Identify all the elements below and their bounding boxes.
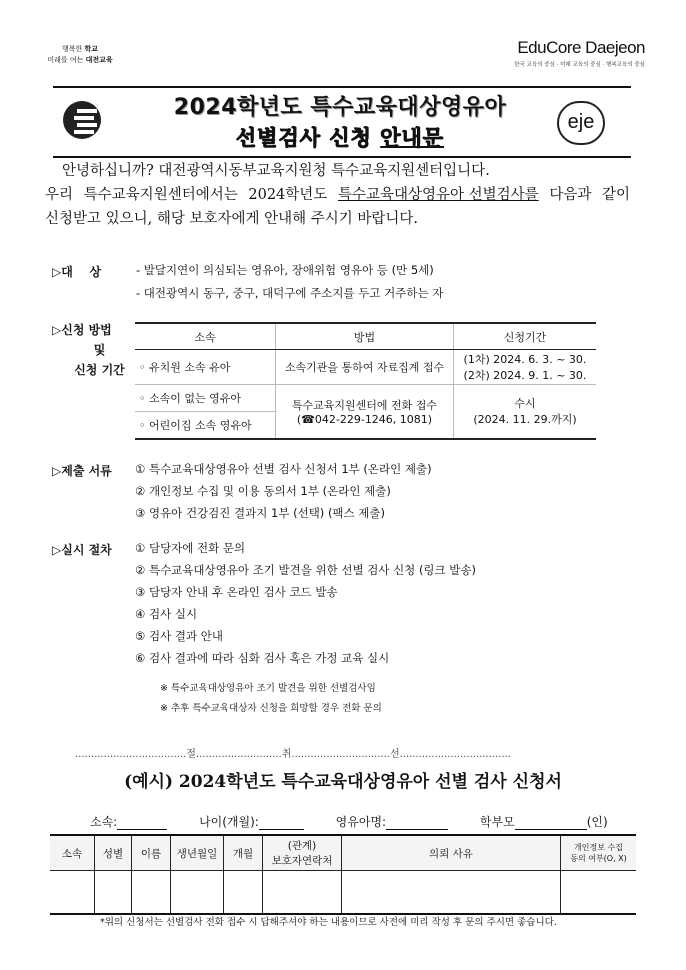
title-line-2-b: 안내문: [380, 126, 445, 150]
title-line-2: [150, 122, 530, 152]
age-field-label: 나이(개월):: [199, 815, 259, 829]
documents-label: ▷제출 서류: [52, 464, 112, 478]
period-text: (1차) 2024. 6. 3. ~ 30.: [463, 353, 587, 366]
eje-logo-icon: eje: [557, 101, 605, 145]
footer-note: *위의 신청서는 선별검사 전화 접수 시 답해주셔야 하는 내용이므로 사전에 미리 작성 후 문의 주시면 좋습니다.: [100, 917, 557, 928]
intro-word-underlined: 특수교육대상영유아 선별검사를: [337, 187, 539, 203]
period-cell: [454, 385, 597, 439]
intro-word: 특수교육지원센터에서는: [83, 187, 238, 203]
affiliation-cell: ◦ 어린이집 소속 영유아: [135, 412, 276, 439]
procedure-step: ⑥ 검사 결과에 따라 심화 검사 혹은 가정 교육 실시: [135, 651, 390, 665]
procedure-step: ④ 검사 실시: [135, 607, 198, 621]
procedure-step: ⑤ 검사 결과 안내: [135, 629, 223, 643]
form-fields: [90, 813, 635, 830]
child-name-field[interactable]: [386, 817, 448, 830]
form-title: (예시) 2024학년도 특수교육대상영유아 선별 검사 신청서: [124, 772, 562, 792]
method-cell: [276, 385, 454, 439]
logo-text: 미래를 여는: [47, 56, 84, 64]
intro-word: 같이: [601, 187, 630, 203]
logo-text: 행복한: [61, 45, 83, 53]
table-row: [135, 385, 596, 412]
document-item: ① 특수교육대상영유아 선별 검사 신청서 1부 (온라인 제출): [135, 462, 432, 476]
target-item: - 대전광역시 동구, 중구, 대덕구에 주소지를 두고 거주하는 자: [136, 286, 444, 300]
affiliation-field[interactable]: [117, 817, 167, 830]
school-logo: [30, 44, 130, 66]
apply-label-line: 신청 기간: [74, 363, 125, 377]
procedure-step: ① 담당자에 전화 문의: [135, 541, 246, 555]
intro-line-1: 안녕하십니까? 대전광역시동부교육지원청 특수교육지원센터입니다.: [62, 163, 490, 179]
affiliation-cell: ◦ 소속이 없는 영유아: [135, 385, 276, 412]
header-method: 방법: [276, 323, 454, 350]
apply-label-line: 및: [93, 343, 106, 357]
period-text: 수시: [514, 397, 536, 411]
form-cell[interactable]: [224, 871, 263, 915]
header-referral-reason: 의뢰 사유: [342, 835, 561, 871]
table-header-row: [135, 323, 596, 350]
logo-text: 학교: [84, 45, 99, 53]
affiliation-cell: ◦ 유치원 소속 유아: [135, 350, 276, 385]
period-text: (2차) 2024. 9. 1. ~ 30.: [463, 369, 587, 382]
emblem-icon: [63, 101, 101, 139]
table-row: [50, 871, 636, 915]
table-row: [135, 350, 596, 385]
child-name-field-label: 영유아명:: [335, 815, 387, 829]
table-header-row: [50, 835, 636, 871]
affiliation-field-label: 소속:: [90, 815, 118, 829]
header-months: 개월: [224, 835, 263, 871]
target-label: ▷대 상: [52, 265, 102, 279]
form-cell[interactable]: [263, 871, 342, 915]
application-form-table: [50, 834, 636, 915]
intro-line-3: 신청받고 있으니, 해당 보호자에게 안내해 주시기 바랍니다.: [45, 211, 419, 227]
cut-line: ...................................절...........................취...............................선...................................: [75, 749, 511, 760]
period-cell: [454, 350, 597, 385]
form-cell[interactable]: [95, 871, 132, 915]
header-privacy-2: 동의 여부(O, X): [570, 854, 627, 863]
period-text: (2024. 11. 29.까지): [473, 413, 577, 427]
intro-word: 2024학년도: [248, 187, 328, 203]
intro-line-2: [45, 184, 630, 207]
header-guardian-contact: [263, 835, 342, 871]
header-gender: 성별: [95, 835, 132, 871]
header-birthdate: 생년월일: [171, 835, 224, 871]
document-item: ② 개인정보 수집 및 이용 동의서 1부 (온라인 제출): [135, 484, 391, 498]
form-cell[interactable]: [171, 871, 224, 915]
form-cell[interactable]: [132, 871, 171, 915]
header-privacy-1: 개인정보 수집: [574, 843, 623, 852]
header-contact: 보호자연락처: [271, 855, 333, 867]
form-cell[interactable]: [342, 871, 561, 915]
header-period: 신청기간: [454, 323, 597, 350]
form-cell[interactable]: [50, 871, 95, 915]
method-text: 특수교육지원센터에 전화 접수: [291, 398, 438, 412]
header-privacy-consent: [561, 835, 637, 871]
procedure-note: ※ 추후 특수교육대상자 신청을 희망할 경우 전화 문의: [160, 703, 382, 714]
procedure-step: ③ 담당자 안내 후 온라인 검사 코드 발송: [135, 585, 338, 599]
intro-word: 우리: [45, 187, 74, 203]
document-item: ③ 영유아 건강검진 결과지 1부 (선택) (팩스 제출): [135, 506, 386, 520]
logo-text: 대전교육: [85, 56, 113, 64]
seal-label: (인): [586, 815, 608, 829]
title-line-2-a: 선별검사 신청: [235, 126, 381, 150]
parent-field[interactable]: [515, 817, 587, 830]
procedure-note: ※ 특수교육대상영유아 조기 발견을 위한 선별검사임: [160, 683, 376, 694]
title-line-1: 2024학년도 특수교육대상영유아: [173, 95, 507, 120]
apply-table: [135, 322, 596, 440]
age-field[interactable]: [259, 817, 304, 830]
brand-name: EduCore Daejeon: [517, 38, 645, 57]
brand-tagline: 한국 교육의 중심 · 미래 교육의 중심 · 행복교육의 중심: [514, 62, 645, 68]
intro-word: 다음과: [549, 187, 592, 203]
header-name: 이름: [132, 835, 171, 871]
header-affiliation: 소속: [50, 835, 95, 871]
apply-label-line: ▷신청 방법: [52, 323, 112, 337]
apply-label: [52, 320, 147, 380]
educore-logo: [500, 38, 645, 68]
header-relation: (관계): [287, 840, 317, 852]
form-cell[interactable]: [561, 871, 637, 915]
method-cell: 소속기관을 통하여 자료집계 접수: [276, 350, 454, 385]
procedure-label: ▷실시 절차: [52, 543, 112, 557]
header-affiliation: 소속: [135, 323, 276, 350]
target-item: - 발달지연이 의심되는 영유아, 장애위험 영유아 등 (만 5세): [136, 263, 434, 277]
parent-field-label: 학부모: [479, 815, 515, 829]
procedure-step: ② 특수교육대상영유아 조기 발견을 위한 선별 검사 신청 (링크 발송): [135, 563, 477, 577]
method-text: (☎042-229-1246, 1081): [296, 412, 433, 426]
